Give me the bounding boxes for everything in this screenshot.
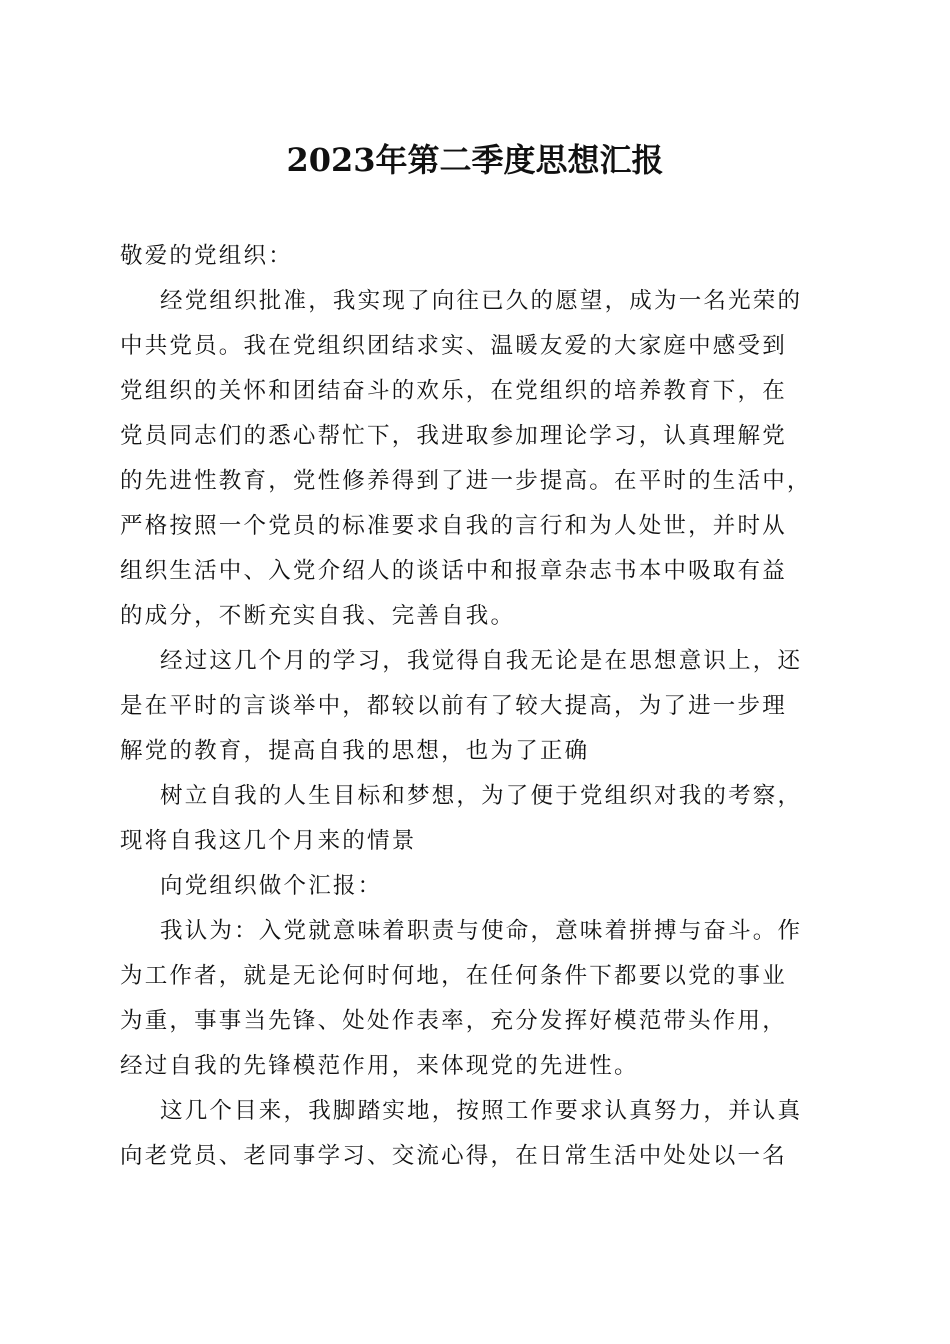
paragraph-3 [120, 774, 830, 864]
paragraph-2 [120, 639, 830, 774]
paragraph-line: 的先进性教育，党性修养得到了进一步提高。在平时的生活中， [120, 468, 812, 494]
paragraph-line: 我认为：入党就意味着职责与使命，意味着拼搏与奋斗。作 [160, 918, 803, 944]
paragraph-line: 是在平时的言谈举中，都较以前有了较大提高，为了进一步理 [120, 693, 787, 719]
paragraph-1 [120, 279, 830, 639]
paragraph-line: 解党的教育，提高自我的思想，也为了正确 [120, 738, 590, 764]
paragraph-4 [120, 864, 830, 909]
paragraph-line: 经党组织批准，我实现了向往已久的愿望，成为一名光荣的 [160, 288, 803, 314]
paragraph-line: 中共党员。我在党组织团结求实、温暖友爱的大家庭中感受到 [120, 333, 787, 359]
paragraph-line: 现将自我这几个月来的情景 [120, 828, 417, 854]
paragraph-line: 树立自我的人生目标和梦想，为了便于党组织对我的考察， [160, 783, 803, 809]
salutation: 敬爱的党组织： [120, 243, 293, 269]
paragraph-line: 的成分，不断充实自我、完善自我。 [120, 603, 516, 629]
paragraph-line: 这几个目来，我脚踏实地，按照工作要求认真努力，并认真 [160, 1098, 803, 1124]
paragraph-line: 向老党员、老同事学习、交流心得，在日常生活中处处以一名 [120, 1143, 787, 1169]
document-title: 2023年第二季度思想汇报 [286, 141, 664, 179]
paragraph-line: 经过这几个月的学习，我觉得自我无论是在思想意识上，还 [160, 648, 803, 674]
paragraph-line: 为重，事事当先锋、处处作表率，充分发挥好模范带头作用， [120, 1008, 787, 1034]
paragraph-line: 党员同志们的悉心帮忙下，我进取参加理论学习，认真理解党 [120, 423, 787, 449]
paragraph-line: 向党组织做个汇报： [160, 873, 383, 899]
paragraph-6 [120, 1089, 830, 1179]
paragraph-line: 组织生活中、入党介绍人的谈话中和报章杂志书本中吸取有益 [120, 558, 787, 584]
paragraph-5 [120, 909, 830, 1089]
paragraph-line: 党组织的关怀和团结奋斗的欢乐，在党组织的培养教育下，在 [120, 378, 787, 404]
paragraph-line: 严格按照一个党员的标准要求自我的言行和为人处世，并时从 [120, 513, 787, 539]
paragraph-line: 经过自我的先锋模范作用，来体现党的先进性。 [120, 1053, 639, 1079]
paragraph-line: 为工作者，就是无论何时何地，在任何条件下都要以党的事业 [120, 963, 787, 989]
document-body [120, 234, 830, 1179]
